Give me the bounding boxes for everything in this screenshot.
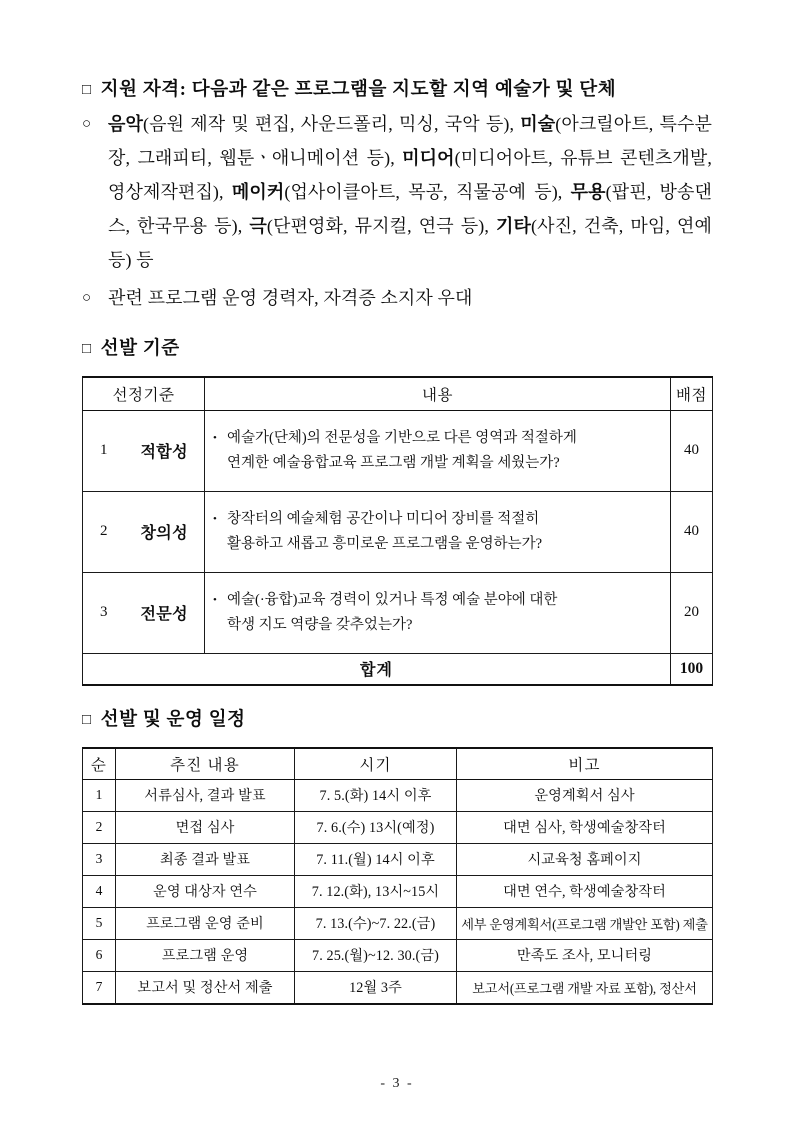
page-number: - 3 - (380, 1076, 414, 1091)
schedule-row-3-task: 운영 대상자 연수 (116, 875, 295, 907)
desc-text-line2: 활용하고 새롭고 흥미로운 프로그램을 운영하는가? (227, 535, 543, 552)
schedule-row-2-note: 시교육청 홈페이지 (457, 843, 713, 875)
dot-bullet-icon: • (213, 593, 217, 606)
criteria-row-1-name: 창의성 (125, 491, 205, 572)
schedule-row-1-period: 7. 6.(수) 13시(예정) (295, 811, 457, 843)
genre-drama: 극 (249, 215, 267, 236)
eligibility-heading-text: 지원 자격: 다음과 같은 프로그램을 지도할 지역 예술가 및 단체 (100, 80, 617, 100)
desc-line (213, 507, 660, 557)
criteria-total-row (83, 653, 713, 685)
schedule-row-0-task: 서류심사, 결과 발표 (116, 779, 295, 811)
criteria-row-2-score: 20 (671, 572, 713, 653)
schedule-row-4-note: 세부 운영계획서(프로그램 개발안 포함) 제출 (457, 907, 713, 939)
schedule-row-0-note: 운영계획서 심사 (457, 779, 713, 811)
criteria-table (82, 376, 713, 686)
schedule-row-0-period: 7. 5.(화) 14시 이후 (295, 779, 457, 811)
schedule-header-period: 시기 (295, 748, 457, 780)
schedule-row-4-no: 5 (83, 907, 116, 939)
genre-dance: 무용 (570, 181, 606, 202)
criteria-total-label: 합계 (83, 653, 671, 685)
desc-text (227, 507, 660, 557)
criteria-row-1-score: 40 (671, 491, 713, 572)
schedule-row-6-period: 12월 3주 (295, 971, 457, 1004)
list-item (82, 107, 712, 277)
schedule-row-1-no: 2 (83, 811, 116, 843)
schedule-row-5-period: 7. 25.(월)~12. 30.(금) (295, 939, 457, 971)
desc-text (227, 426, 660, 476)
desc-text-line2: 학생 지도 역량을 갖추었는가? (227, 616, 413, 633)
table-row (83, 875, 713, 907)
genre-music: 음악 (108, 113, 143, 134)
schedule-row-5-note: 만족도 조사, 모니터링 (457, 939, 713, 971)
schedule-row-2-period: 7. 11.(월) 14시 이후 (295, 843, 457, 875)
desc-line (213, 426, 660, 476)
eligibility-heading (82, 78, 712, 103)
genre-media: 미디어 (402, 147, 455, 168)
section-criteria (82, 337, 712, 686)
square-bullet-icon: □ (82, 340, 92, 357)
table-row (83, 572, 713, 653)
criteria-row-2-no: 3 (83, 572, 125, 653)
criteria-row-0-no: 1 (83, 410, 125, 491)
line: 음악(음원 제작 및 편집, 사운드폴리, 믹싱, 국악 등), 미술(아크릴아트, 특수분장, 그래피티, 웹툰ㆍ애니메이션 등), 미디어(미디어아트, 유튜브 콘텐츠개발, 영상제작편집), 메이커(업사이클아트, 목공, 직물공예 등), 무용(팝핀, 방송댄스, 한국무용 등), 극(단편영화, 뮤지컬, 연극 등), 기타(사진, 건축, 마임, 연예 등) 등 (108, 113, 713, 270)
schedule-table (82, 747, 713, 1005)
genre-maker: 메이커 (231, 181, 285, 202)
criteria-row-0-score: 40 (671, 410, 713, 491)
table-header-row (83, 748, 713, 780)
schedule-row-1-task: 면접 심사 (116, 811, 295, 843)
table-row (83, 811, 713, 843)
table-header-row (83, 377, 713, 411)
schedule-row-6-note: 보고서(프로그램 개발 자료 포함), 정산서 (457, 971, 713, 1004)
schedule-row-3-period: 7. 12.(화), 13시~15시 (295, 875, 457, 907)
criteria-heading-text: 선발 기준 (100, 338, 180, 359)
criteria-header-content: 내용 (205, 377, 671, 411)
desc-text-line1: 예술(·융합)교육 경력이 있거나 특정 예술 분야에 대한 (227, 591, 558, 608)
schedule-row-2-task: 최종 결과 발표 (116, 843, 295, 875)
schedule-header-no: 순 (83, 748, 116, 780)
desc-line (213, 588, 660, 638)
schedule-row-2-no: 3 (83, 843, 116, 875)
desc-text-line1: 창작터의 예술체험 공간이나 미디어 장비를 적절히 (227, 510, 540, 527)
schedule-heading (82, 708, 712, 733)
table-row (83, 491, 713, 572)
schedule-row-0-no: 1 (83, 779, 116, 811)
desc-text-line1: 예술가(단체)의 전문성을 기반으로 다른 영역과 적절하게 (227, 429, 577, 446)
eligibility-list (82, 107, 712, 315)
section-eligibility (82, 78, 712, 315)
genre-etc: 기타 (496, 215, 531, 236)
table-row (83, 971, 713, 1004)
criteria-row-1-no: 2 (83, 491, 125, 572)
schedule-row-6-no: 7 (83, 971, 116, 1004)
criteria-row-1-desc (205, 491, 671, 572)
schedule-header-task: 추진 내용 (116, 748, 295, 780)
circle-bullet-icon: ○ (82, 289, 92, 306)
schedule-row-6-task: 보고서 및 정산서 제출 (116, 971, 295, 1004)
table-row (83, 779, 713, 811)
list-item (82, 281, 712, 315)
criteria-heading (82, 337, 712, 362)
table-row (83, 939, 713, 971)
schedule-row-5-task: 프로그램 운영 (116, 939, 295, 971)
criteria-header-score: 배점 (671, 377, 713, 411)
desc-text-line2: 연계한 예술융합교육 프로그램 개발 계획을 세웠는가? (227, 454, 560, 471)
table-row (83, 843, 713, 875)
schedule-row-5-no: 6 (83, 939, 116, 971)
criteria-header-standard: 선정기준 (83, 377, 205, 411)
schedule-header-note: 비고 (457, 748, 713, 780)
criteria-row-2-name: 전문성 (125, 572, 205, 653)
square-bullet-icon: □ (82, 711, 92, 728)
eligibility-item-1-text: 관련 프로그램 운영 경력자, 자격증 소지자 우대 (108, 287, 473, 308)
genre-art: 미술 (520, 113, 556, 134)
criteria-row-2-desc (205, 572, 671, 653)
square-bullet-icon: □ (82, 82, 92, 98)
schedule-row-3-no: 4 (83, 875, 116, 907)
eligibility-item-0-text (108, 107, 712, 277)
schedule-heading-text: 선발 및 운영 일정 (100, 709, 246, 730)
criteria-row-0-name: 적합성 (125, 410, 205, 491)
schedule-row-3-note: 대면 연수, 학생예술창작터 (457, 875, 713, 907)
circle-bullet-icon: ○ (82, 115, 92, 132)
schedule-row-4-task: 프로그램 운영 준비 (116, 907, 295, 939)
schedule-row-4-period: 7. 13.(수)~7. 22.(금) (295, 907, 457, 939)
criteria-total-value: 100 (671, 653, 713, 685)
schedule-row-1-note: 대면 심사, 학생예술창작터 (457, 811, 713, 843)
desc-text (227, 588, 660, 638)
criteria-row-0-desc (205, 410, 671, 491)
dot-bullet-icon: • (213, 512, 217, 525)
table-row (83, 907, 713, 939)
dot-bullet-icon: • (213, 431, 217, 444)
section-schedule (82, 708, 712, 1005)
table-row (83, 410, 713, 491)
